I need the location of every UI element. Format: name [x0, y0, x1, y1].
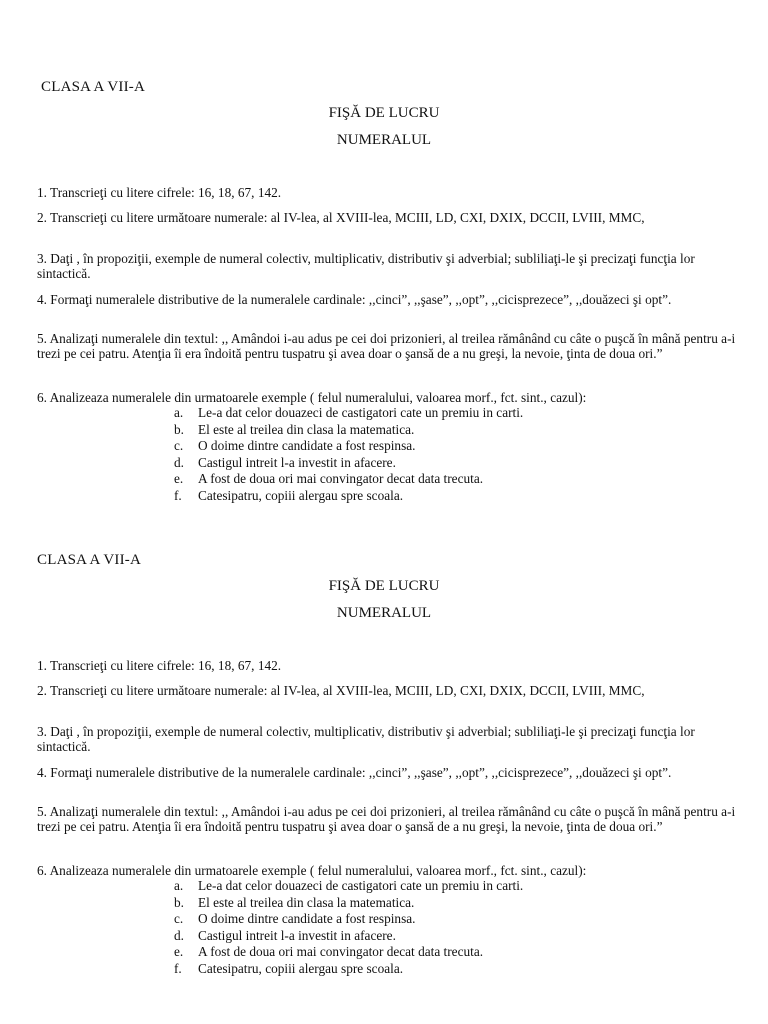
- example-letter: b.: [174, 421, 184, 437]
- example-text: Castigul intreit l-a investit in afacere.: [198, 927, 396, 943]
- example-letter: d.: [174, 454, 184, 470]
- example-item: [174, 878, 734, 895]
- example-letter: c.: [174, 438, 184, 454]
- example-letter: d.: [174, 927, 184, 943]
- example-text: Catesipatru, copiii alergau spre scoala.: [198, 487, 404, 503]
- worksheet-subheading: NUMERALUL: [336, 132, 432, 148]
- example-text: O doime dintre candidate a fost respinsa.: [198, 438, 416, 454]
- example-text: El este al treilea din clasa la matematica.: [198, 421, 415, 437]
- example-text: O doime dintre candidate a fost respinsa.: [198, 911, 416, 927]
- worksheet-heading: FIŞĂ DE LUCRU: [328, 105, 440, 121]
- worksheet-subheading: NUMERALUL: [336, 605, 432, 621]
- example-text: El este al treilea din clasa la matematica.: [198, 894, 415, 910]
- example-letter: b.: [174, 894, 184, 910]
- exercise-5: 5. Analizaţi numeralele din textul: ,, Amândoi i-au adus pe cei doi prizonieri, al treilea rămânând cu câte o puşcă în mână pentru a-i trezi pe cei patru. Atenţia îi era îndoită pentru tuspatru şi avea doar o şansă de a nu greşi, la nevoie, ţinta de doua ori.”: [37, 804, 736, 834]
- example-text: Le-a dat celor douazeci de castigatori cate un premiu in carti.: [198, 878, 524, 893]
- example-text: Catesipatru, copiii alergau spre scoala.: [198, 960, 404, 976]
- exercise-2: 2. Transcrieţi cu litere următoare numerale: al IV-lea, al XVIII-lea, MCIII, LD, CXI, DXIX, DCCII, LVIII, MMC,: [37, 210, 645, 225]
- class-title: CLASA A VII-A: [41, 79, 146, 95]
- example-item: [174, 488, 734, 505]
- exercise-2: 2. Transcrieţi cu litere următoare numerale: al IV-lea, al XVIII-lea, MCIII, LD, CXI, DXIX, DCCII, LVIII, MMC,: [37, 683, 645, 698]
- example-item: [174, 405, 734, 422]
- example-item: [174, 455, 734, 472]
- example-item: [174, 895, 734, 912]
- example-text: Le-a dat celor douazeci de castigatori cate un premiu in carti.: [198, 405, 524, 420]
- exercise-6: 6. Analizeaza numeralele din urmatoarele exemple ( felul numeralului, valoarea morf., fct. sint., cazul):: [37, 863, 587, 878]
- example-item: [174, 438, 734, 455]
- exercise-6-examples: [174, 405, 734, 505]
- example-item: [174, 944, 734, 961]
- example-letter: e.: [174, 944, 184, 960]
- example-text: A fost de doua ori mai convingator decat data trecuta.: [198, 944, 484, 960]
- example-text: Castigul intreit l-a investit in afacere.: [198, 454, 396, 470]
- example-letter: f.: [174, 487, 182, 503]
- example-letter: f.: [174, 960, 182, 976]
- exercise-1: 1. Transcrieţi cu litere cifrele: 16, 18, 67, 142.: [37, 185, 282, 200]
- example-item: [174, 471, 734, 488]
- example-letter: c.: [174, 911, 184, 927]
- example-item: [174, 928, 734, 945]
- exercise-3: 3. Daţi , în propoziţii, exemple de numeral colectiv, multiplicativ, distributiv şi adverbial; subliliaţi-le şi precizaţi funcţia lor sintactică.: [37, 251, 695, 281]
- class-title: CLASA A VII-A: [37, 552, 142, 568]
- exercise-6: 6. Analizeaza numeralele din urmatoarele exemple ( felul numeralului, valoarea morf., fct. sint., cazul):: [37, 390, 587, 405]
- example-text: A fost de doua ori mai convingator decat data trecuta.: [198, 471, 484, 487]
- exercise-5: 5. Analizaţi numeralele din textul: ,, Amândoi i-au adus pe cei doi prizonieri, al treilea rămânând cu câte o puşcă în mână pentru a-i trezi pe cei patru. Atenţia îi era îndoită pentru tuspatru şi avea doar o şansă de a nu greşi, la nevoie, ţinta de doua ori.”: [37, 331, 736, 361]
- exercise-3: 3. Daţi , în propoziţii, exemple de numeral colectiv, multiplicativ, distributiv şi adverbial; subliliaţi-le şi precizaţi funcţia lor sintactică.: [37, 724, 695, 754]
- exercise-4: 4. Formaţi numeralele distributive de la numeralele cardinale: ,,cinci”, ,,şase”, ,,opt”, ,,cicisprezece”, ,,douăzeci şi opt”.: [37, 292, 672, 307]
- example-letter: a.: [174, 878, 184, 893]
- exercise-6-examples: [174, 878, 734, 978]
- example-letter: a.: [174, 405, 184, 420]
- exercise-1: 1. Transcrieţi cu litere cifrele: 16, 18, 67, 142.: [37, 658, 282, 673]
- exercise-4: 4. Formaţi numeralele distributive de la numeralele cardinale: ,,cinci”, ,,şase”, ,,opt”, ,,cicisprezece”, ,,douăzeci şi opt”.: [37, 765, 672, 780]
- example-item: [174, 911, 734, 928]
- example-item: [174, 961, 734, 978]
- example-item: [174, 422, 734, 439]
- worksheet-heading: FIŞĂ DE LUCRU: [328, 578, 440, 594]
- example-letter: e.: [174, 471, 184, 487]
